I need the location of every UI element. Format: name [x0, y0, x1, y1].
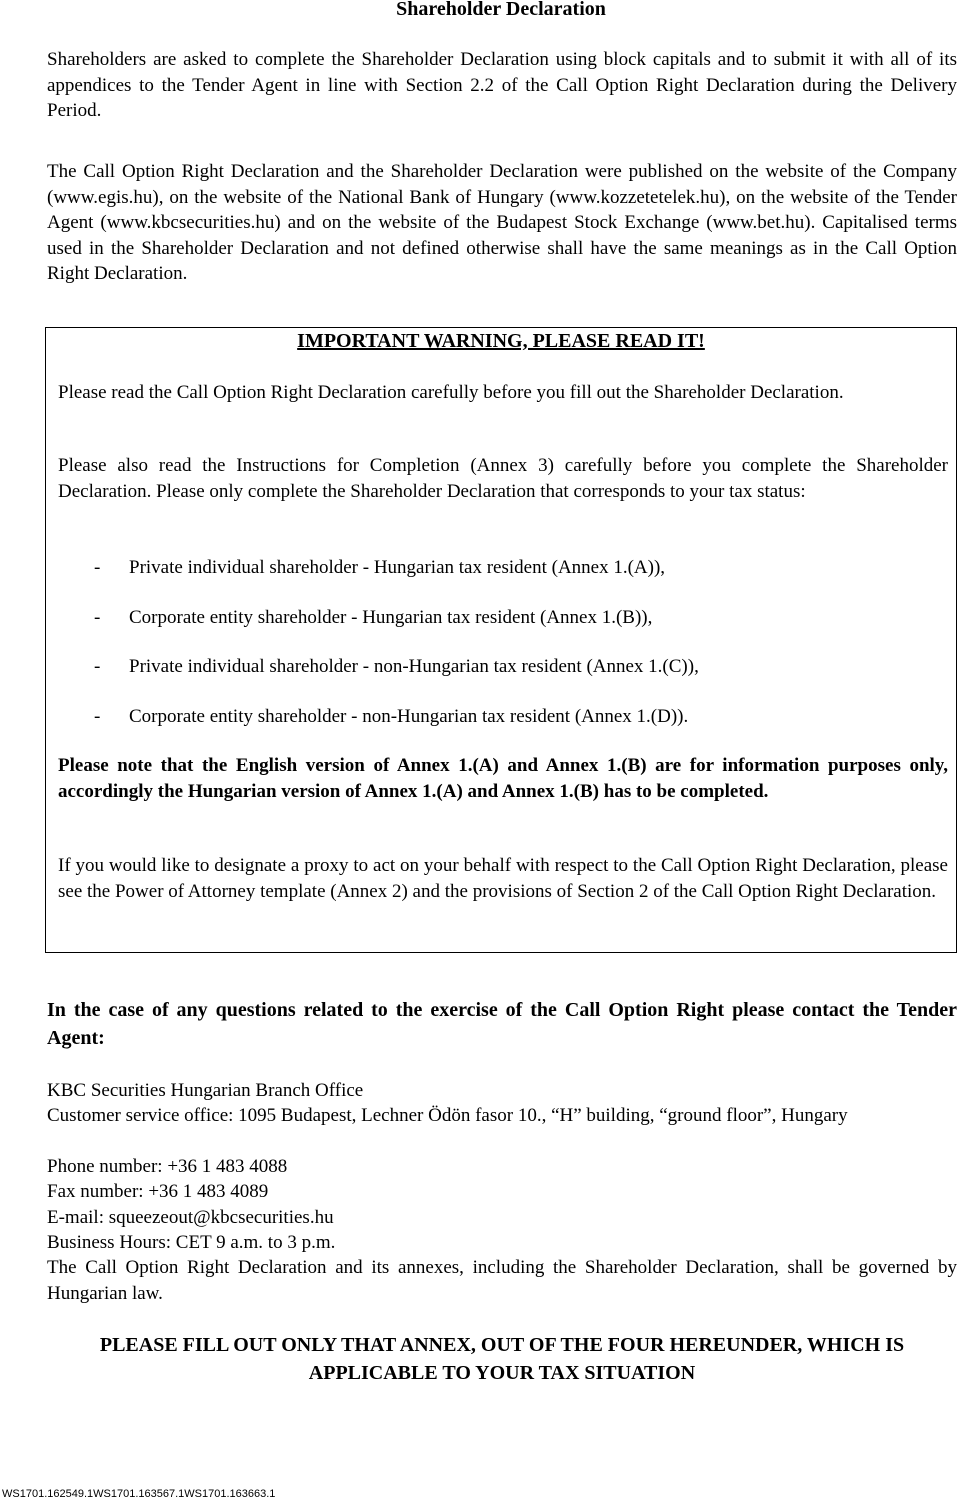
- list-dash: -: [94, 656, 101, 677]
- tax-status-list-item: [94, 704, 954, 730]
- contact-office: KBC Securities Hungarian Branch Office: [47, 1080, 364, 1101]
- warning-paragraph-proxy: If you would like to designate a proxy to act on your behalf with respect to the Call Option Right Declaration, please see the Power of Attorney template (Annex 2) and the provisions of Section 2 of the Call Option Right Declaration.: [58, 855, 948, 902]
- governing-law: The Call Option Right Declaration and its annexes, including the Shareholder Declaration, shall be governed by Hungarian law.: [47, 1257, 957, 1304]
- intro-paragraph-submission: Shareholders are asked to complete the Shareholder Declaration using block capitals and to submit it with all of its appendices to the Tender Agent in line with Section 2.2 of the Call Option Right Declaration during the Delivery Period.: [47, 49, 957, 121]
- tax-status-list-item: [94, 605, 954, 631]
- tax-status-label: Private individual shareholder - Hungarian tax resident (Annex 1.(A)),: [129, 557, 666, 578]
- tax-status-list-item: [94, 555, 954, 581]
- tax-status-label: Corporate entity shareholder - Hungarian tax resident (Annex 1.(B)),: [129, 607, 653, 628]
- warning-paragraph-read-declaration: Please read the Call Option Right Declaration carefully before you fill out the Shareholder Declaration.: [58, 382, 844, 403]
- contact-heading: In the case of any questions related to the exercise of the Call Option Right please contact the Tender Agent:: [47, 999, 957, 1049]
- intro-paragraph-publication: The Call Option Right Declaration and the Shareholder Declaration were published on the website of the Company (www.egis.hu), on the website of the National Bank of Hungary (www.kozzetetelek.hu), on the website of the Tender Agent (www.kbcsecurities.hu) and on the website of the Budapest Stock Exchange (www.bet.hu). Capitalised terms used in the Shareholder Declaration and not defined otherwise shall have the same meanings as in the Call Option Right Declaration.: [47, 161, 957, 284]
- contact-email: E-mail: squeezeout@kbcsecurities.hu: [47, 1207, 334, 1228]
- warning-note-hungarian-version: Please note that the English version of Annex 1.(A) and Annex 1.(B) are for information purposes only, accordingly the Hungarian version of Annex 1.(A) and Annex 1.(B) has to be completed.: [58, 755, 948, 802]
- document-title: Shareholder Declaration: [396, 0, 606, 20]
- tax-status-list-item: [94, 654, 954, 680]
- list-dash: -: [94, 706, 101, 727]
- final-notice: PLEASE FILL OUT ONLY THAT ANNEX, OUT OF THE FOUR HEREUNDER, WHICH IS APPLICABLE TO YOUR TAX SITUATION: [99, 1334, 905, 1384]
- tax-status-label: Corporate entity shareholder - non-Hungarian tax resident (Annex 1.(D)).: [129, 706, 689, 727]
- contact-hours: Business Hours: CET 9 a.m. to 3 p.m.: [47, 1232, 336, 1253]
- footer-document-code: WS1701.162549.1WS1701.163567.1WS1701.163663.1: [2, 1488, 276, 1500]
- list-dash: -: [94, 607, 101, 628]
- tax-status-label: Private individual shareholder - non-Hungarian tax resident (Annex 1.(C)),: [129, 656, 699, 677]
- contact-phone: Phone number: +36 1 483 4088: [47, 1156, 288, 1177]
- warning-title: IMPORTANT WARNING, PLEASE READ IT!: [297, 330, 705, 352]
- warning-paragraph-instructions: Please also read the Instructions for Completion (Annex 3) carefully before you complete the Shareholder Declaration. Please only complete the Shareholder Declaration that corresponds to your tax status:: [58, 455, 948, 502]
- contact-address: Customer service office: 1095 Budapest, Lechner Ödön fasor 10., “H” building, “ground floor”, Hungary: [47, 1105, 848, 1126]
- contact-fax: Fax number: +36 1 483 4089: [47, 1181, 269, 1202]
- list-dash: -: [94, 557, 101, 578]
